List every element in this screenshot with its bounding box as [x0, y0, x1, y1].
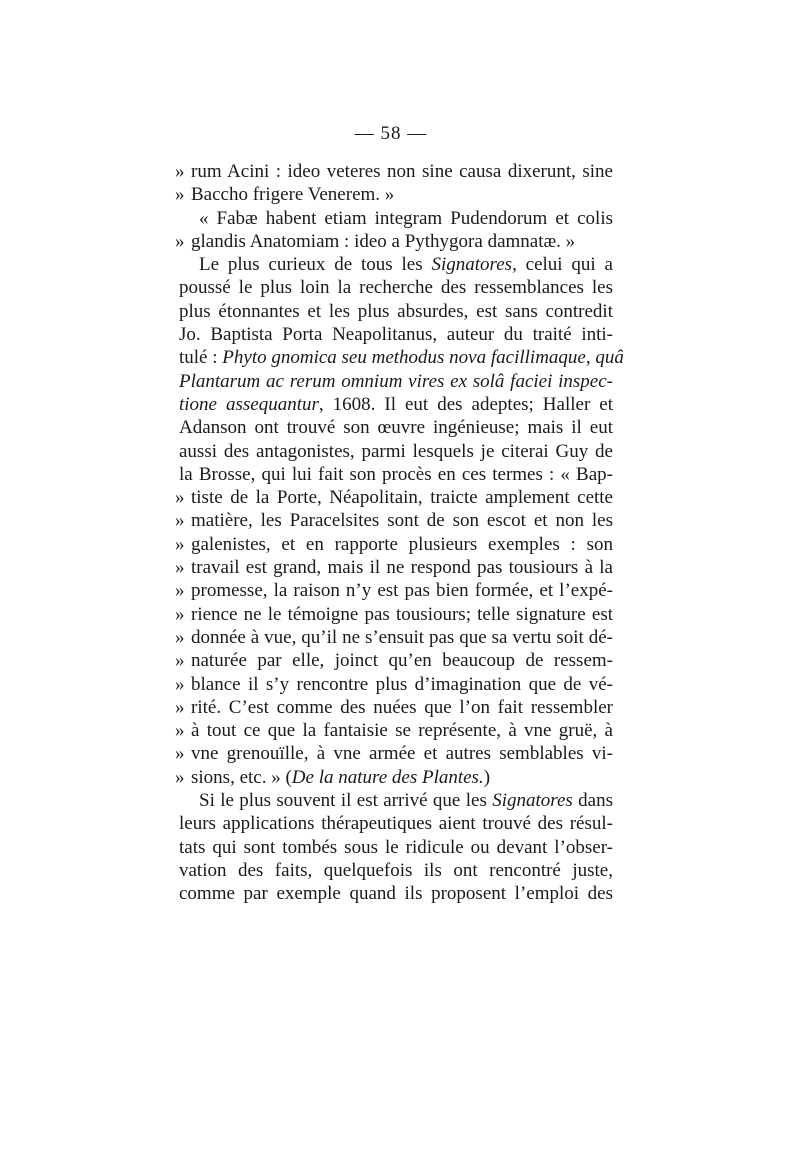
text-segment: galenistes, et en rapporte plusieurs exemples : son	[191, 533, 613, 555]
text-segment: comme par exemple quand ils proposent l’emploi des	[179, 883, 613, 905]
text-line	[179, 207, 613, 230]
text-segment: )	[483, 766, 491, 788]
text-line	[175, 556, 613, 579]
text-segment: , celui qui a	[512, 254, 613, 276]
text-line	[179, 276, 613, 299]
text-segment: naturée par elle, joinct qu’en beaucoup de ressem-	[191, 650, 613, 672]
text-line	[179, 393, 613, 416]
text-segment: promesse, la raison n’y est pas bien formée, et l’expé-	[191, 580, 613, 602]
text-segment: à tout ce que la fantaisie se représente, à vne gruë, à	[191, 720, 613, 742]
text-segment: tulé :	[179, 347, 223, 369]
text-line	[175, 509, 613, 532]
text-line	[179, 253, 613, 276]
text-segment: poussé le plus loin la recherche des ressemblances les	[179, 277, 613, 299]
quote-mark: »	[175, 626, 185, 648]
text-segment: Le plus curieux de tous les	[199, 254, 432, 276]
text-line	[175, 160, 613, 183]
quote-mark: »	[175, 557, 185, 579]
text-segment: travail est grand, mais il ne respond pas tousiours à la	[191, 557, 613, 579]
quote-mark: »	[175, 184, 185, 206]
page-number-header: — 58 —	[354, 123, 428, 144]
text-line	[175, 649, 613, 672]
text-segment: Jo. Baptista Porta Neapolitanus, auteur du traité inti-	[179, 324, 613, 346]
text-segment: rience ne le témoigne pas tousiours; telle signature est	[191, 603, 613, 625]
text-line	[179, 836, 613, 859]
text-line	[175, 766, 613, 789]
text-line	[175, 719, 613, 742]
text-line	[175, 230, 613, 253]
text-segment: vation des faits, quelquefois ils ont rencontré juste,	[179, 859, 613, 881]
text-line	[179, 300, 613, 323]
italic-text: Phyto gnomica seu methodus nova facillimaque, quâ	[222, 347, 624, 369]
quote-mark: »	[175, 603, 185, 625]
text-line	[175, 742, 613, 765]
text-line	[179, 416, 613, 439]
italic-text: Plantarum ac rerum omnium vires ex solâ faciei inspec-	[179, 370, 613, 392]
quote-mark: »	[175, 720, 185, 742]
text-segment: donnée à vue, qu’il ne s’ensuit pas que sa vertu soit dé-	[191, 626, 613, 648]
quote-mark: »	[175, 743, 185, 765]
text-line	[179, 859, 613, 882]
text-line	[179, 882, 613, 905]
text-line	[175, 673, 613, 696]
text-line	[179, 440, 613, 463]
text-segment: rité. C’est comme des nuées que l’on fait ressembler	[191, 696, 613, 718]
quote-mark: »	[175, 510, 185, 532]
italic-text: De la nature des Plantes.	[291, 766, 484, 788]
text-line	[175, 603, 613, 626]
italic-text: Signatores	[431, 254, 513, 276]
text-segment: matière, les Paracelsites sont de son escot et non les	[191, 510, 613, 532]
text-segment: blance il s’y rencontre plus d’imagination que de vé-	[191, 673, 613, 695]
text-segment: vne grenouïlle, à vne armée et autres semblables vi-	[191, 743, 613, 765]
quote-mark: »	[175, 650, 185, 672]
italic-text: Signatores	[492, 790, 573, 812]
text-segment: aussi des antagonistes, parmi lesquels je citerai Guy de	[179, 440, 613, 462]
text-line	[175, 579, 613, 602]
text-segment: « Fabæ habent etiam integram Pudendorum et colis	[199, 207, 613, 229]
text-line	[179, 789, 613, 812]
quote-mark: »	[175, 766, 185, 788]
quote-mark: »	[175, 673, 185, 695]
text-line	[175, 626, 613, 649]
quote-mark: »	[175, 230, 185, 252]
text-line	[175, 533, 613, 556]
text-line	[179, 812, 613, 835]
text-segment: rum Acini : ideo veteres non sine causa dixerunt, sine	[191, 161, 613, 182]
text-line	[179, 370, 613, 393]
text-segment: tiste de la Porte, Néapolitain, traicte amplement cette	[191, 487, 613, 509]
text-segment: leurs applications thérapeutiques aient trouvé des résul-	[179, 813, 613, 835]
text-segment: Si le plus souvent il est arrivé que les	[199, 790, 493, 812]
text-segment: glandis Anatomiam : ideo a Pythygora damnatæ. »	[191, 230, 576, 252]
text-segment: dans	[572, 790, 613, 812]
body-text	[175, 160, 624, 906]
italic-text: tione assequantur	[179, 393, 319, 415]
text-segment: Baccho frigere Venerem. »	[191, 184, 395, 206]
quote-mark: »	[175, 487, 185, 509]
text-line	[179, 463, 613, 486]
text-segment: , 1608. Il eut des adeptes; Haller et	[318, 393, 613, 415]
text-line	[179, 346, 624, 369]
text-segment: tats qui sont tombés sous le ridicule ou devant l’obser-	[179, 836, 613, 858]
text-segment: plus étonnantes et les plus absurdes, est sans contredit	[179, 300, 613, 322]
text-segment: la Brosse, qui lui fait son procès en ces termes : « Bap-	[179, 463, 613, 485]
text-line	[175, 696, 613, 719]
text-line	[175, 486, 613, 509]
quote-mark: »	[175, 696, 185, 718]
text-segment: Adanson ont trouvé son œuvre ingénieuse; mais il eut	[179, 417, 613, 439]
quote-mark: »	[175, 161, 185, 182]
text-line	[175, 183, 613, 206]
quote-mark: »	[175, 580, 185, 602]
text-line	[179, 323, 613, 346]
text-segment: sions, etc. » (	[191, 766, 292, 788]
quote-mark: »	[175, 533, 185, 555]
